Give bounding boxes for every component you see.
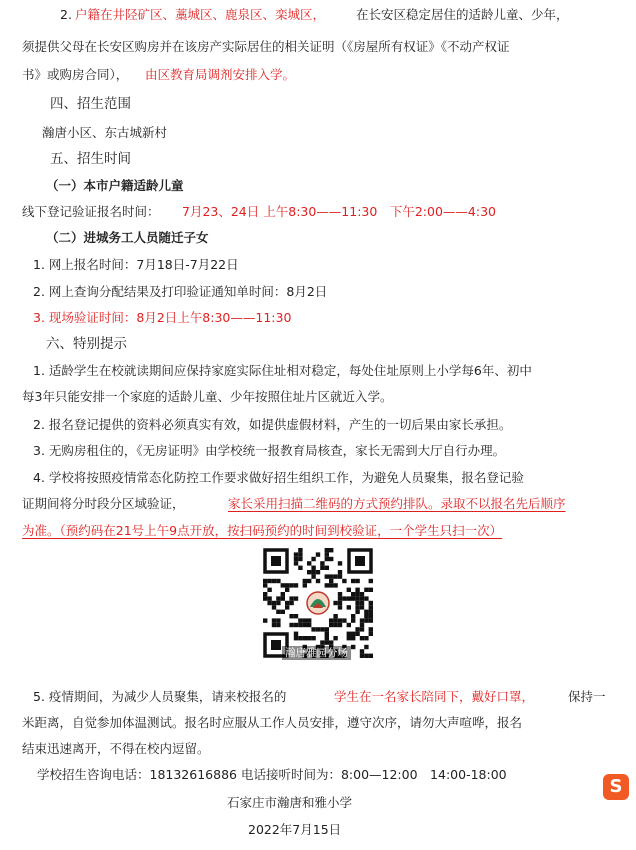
tip3: 3. 无购房租住的，《无房证明》由学校统一报教育局核查，家长无需到大厅自行办理。 (33, 443, 506, 458)
qr-module (347, 623, 351, 627)
qr-module (338, 561, 342, 565)
item2-prefix: 2. (60, 7, 72, 22)
qr-module (281, 592, 285, 596)
item2-line3: 书》或购房合同）， (22, 67, 129, 82)
qr-module (351, 636, 355, 640)
qr-module (281, 610, 285, 614)
qr-module (320, 640, 324, 644)
qr-module (267, 588, 271, 592)
qr-module (338, 596, 342, 600)
qr-module (364, 614, 368, 618)
qr-module (281, 583, 285, 587)
qr-module (294, 614, 298, 618)
qr-module (289, 601, 293, 605)
qr-module (338, 574, 342, 578)
qr-module (263, 618, 267, 622)
qr-module (325, 640, 329, 644)
qr-module (276, 623, 280, 627)
qr-module (263, 596, 267, 600)
qr-module (347, 632, 351, 636)
qr-module (369, 610, 373, 614)
qr-module (298, 557, 302, 561)
qr-module (285, 583, 289, 587)
qr-module (364, 588, 368, 592)
subheading-migrant-children: （二）进城务工人员随迁子女 (46, 230, 209, 245)
qr-module (351, 618, 355, 622)
tip1-line2: 每3年只能安排一个家庭的适龄儿童、少年按照住址片区就近入学。 (22, 389, 393, 404)
qr-module (272, 579, 276, 583)
qr-module (329, 548, 333, 552)
qr-module (294, 596, 298, 600)
qr-module (355, 627, 359, 631)
qr-module (298, 566, 302, 570)
notice-date: 2022年7月15日 (248, 822, 342, 837)
qr-module (294, 583, 298, 587)
qr-module (351, 579, 355, 583)
qr-module (355, 592, 359, 596)
qr-module (355, 601, 359, 605)
item2-red-districts: 户籍在井陉矿区、藁城区、鹿泉区、栾城区， (75, 7, 326, 22)
qr-module (285, 601, 289, 605)
qr-module (355, 632, 359, 636)
contact-info: 学校招生咨询电话：18132616886 电话接听时间为：8:00—12:00 14:00-18:00 (37, 767, 507, 782)
qr-module (311, 566, 315, 570)
qr-module (355, 596, 359, 600)
qr-module (294, 623, 298, 627)
qr-module (360, 654, 364, 658)
qr-module (303, 623, 307, 627)
qr-module (360, 623, 364, 627)
qr-module (364, 618, 368, 622)
qr-module (267, 579, 271, 583)
qr-module (298, 552, 302, 556)
qr-module (285, 588, 289, 592)
result-query-time: 2. 网上查询分配结果及打印验证通知单时间：8月2日 (33, 284, 328, 299)
qr-module (294, 632, 298, 636)
qr-module (369, 579, 373, 583)
qr-module (263, 579, 267, 583)
qr-module (329, 640, 333, 644)
offline-registration-time: 7月23、24日 上午8:30——11:30 下午2:00——4:30 (182, 204, 496, 219)
qr-module (329, 623, 333, 627)
qr-module (325, 566, 329, 570)
qr-module (347, 636, 351, 640)
qr-module (369, 654, 373, 658)
qr-module (307, 636, 311, 640)
qr-module (369, 618, 373, 622)
qr-module (360, 627, 364, 631)
qr-module (289, 583, 293, 587)
qr-module (285, 605, 289, 609)
qr-module (355, 610, 359, 614)
qr-module (289, 623, 293, 627)
qr-module (267, 596, 271, 600)
qr-module (338, 605, 342, 609)
qr-module (276, 618, 280, 622)
qr-module (316, 552, 320, 556)
qr-module (369, 605, 373, 609)
qr-module (272, 618, 276, 622)
qr-module (338, 601, 342, 605)
online-registration-time: 1. 网上报名时间：7月18日-7月22日 (33, 257, 239, 272)
qr-module (276, 579, 280, 583)
item2-line3-red: 由区教育局调剂安排入学。 (145, 67, 296, 82)
qr-module (351, 645, 355, 649)
qr-module (347, 596, 351, 600)
qr-module (325, 557, 329, 561)
qr-module (351, 596, 355, 600)
qr-module (316, 579, 320, 583)
qr-module (303, 579, 307, 583)
section-heading-tips: 六、特别提示 (46, 336, 127, 352)
qr-module (338, 570, 342, 574)
qr-caption: 瀚唐雅园分场 (282, 646, 351, 660)
qr-module (360, 592, 364, 596)
qr-module (272, 605, 276, 609)
qr-module (272, 623, 276, 627)
qr-module (276, 596, 280, 600)
qr-module (307, 623, 311, 627)
qr-module (360, 596, 364, 600)
qr-module (311, 570, 315, 574)
qr-module (369, 627, 373, 631)
qr-module (267, 601, 271, 605)
qr-module (276, 610, 280, 614)
tip2: 2. 报名登记提供的资料必须真实有效，如提供虚假材料，产生的一切后果由家长承担。 (33, 417, 512, 432)
qr-module (333, 636, 337, 640)
qr-module (338, 592, 342, 596)
qr-module (333, 574, 337, 578)
qr-module (333, 623, 337, 627)
logo-letter: S (609, 776, 623, 797)
qr-code-image (262, 547, 374, 659)
qr-module (329, 583, 333, 587)
qr-module (320, 627, 324, 631)
sogou-logo-icon[interactable] (603, 774, 629, 800)
tip4-line1: 4. 学校将按照疫情常态化防控工作要求做好招生组织工作，为避免人员聚集，报名登记验 (33, 470, 524, 485)
qr-module (320, 561, 324, 565)
qr-module (360, 601, 364, 605)
qr-module (364, 636, 368, 640)
qr-module (360, 605, 364, 609)
qr-module (316, 570, 320, 574)
qr-module (311, 557, 315, 561)
qr-module (294, 636, 298, 640)
qr-module (329, 557, 333, 561)
qr-module (364, 610, 368, 614)
qr-module (351, 632, 355, 636)
qr-module (294, 557, 298, 561)
qr-module (289, 596, 293, 600)
qr-module (369, 588, 373, 592)
qr-module (307, 618, 311, 622)
qr-module (303, 583, 307, 587)
qr-module (364, 596, 368, 600)
qr-module (355, 579, 359, 583)
qr-module (303, 636, 307, 640)
qr-module (360, 636, 364, 640)
tip5-line1: 5. 疫情期间，为减少人员聚集，请来校报名的 (33, 689, 287, 704)
qr-module (325, 583, 329, 587)
qr-module (294, 561, 298, 565)
qr-module (333, 583, 337, 587)
qr-module (320, 566, 324, 570)
tip5-line1-red: 学生在一名家长陪同下，戴好口罩， (334, 689, 535, 704)
qr-module (325, 574, 329, 578)
qr-module (307, 570, 311, 574)
qr-module (298, 636, 302, 640)
qr-module (355, 588, 359, 592)
tip4-line2: 证期间将分时段分区域验证， (22, 496, 185, 511)
qr-module (316, 627, 320, 631)
qr-module (263, 592, 267, 596)
tip5-line3: 结束迅速离开，不得在校内逗留。 (22, 741, 210, 756)
qr-module (338, 618, 342, 622)
school-name: 石家庄市瀚唐和雅小学 (227, 795, 353, 810)
qr-module (347, 588, 351, 592)
section-heading-time: 五、招生时间 (50, 151, 131, 167)
qr-module (311, 627, 315, 631)
qr-module (369, 632, 373, 636)
tip5-line2: 米距离，自觉参加体温测试。报名时应服从工作人员安排，遵守次序，请勿大声喧哗，报名 (22, 715, 523, 730)
qr-module (360, 618, 364, 622)
qr-module (307, 579, 311, 583)
tip5-line1-end: 保持一 (568, 689, 606, 704)
qr-module (364, 645, 368, 649)
qr-module (276, 601, 280, 605)
qr-module (364, 654, 368, 658)
tip4-line2-red: 家长采用扫描二维码的方式预约排队。录取不以报名先后顺序 (228, 496, 566, 511)
qr-module (329, 618, 333, 622)
qr-module (311, 574, 315, 578)
item2-text: 在长安区稳定居住的适龄儿童、少年， (356, 7, 569, 22)
qr-module (325, 636, 329, 640)
qr-module (298, 623, 302, 627)
qr-module (329, 574, 333, 578)
qr-module (351, 592, 355, 596)
qr-module (298, 618, 302, 622)
qr-module (303, 618, 307, 622)
qr-module (307, 561, 311, 565)
qr-module (325, 627, 329, 631)
qr-module (369, 614, 373, 618)
qr-module (360, 649, 364, 653)
section-heading-scope: 四、招生范围 (50, 96, 131, 112)
item2-line2: 须提供父母在长安区购房并在该房产实际居住的相关证明（《房屋所有权证》《不动产权证 (22, 39, 510, 54)
qr-module (325, 548, 329, 552)
qr-module (342, 618, 346, 622)
qr-module (311, 636, 315, 640)
qr-module (342, 579, 346, 583)
qr-module (342, 596, 346, 600)
scope-content: 瀚唐小区、东古城新村 (42, 125, 168, 140)
qr-module (351, 614, 355, 618)
qr-module (329, 579, 333, 583)
qr-module (272, 601, 276, 605)
qr-module (289, 614, 293, 618)
onsite-verification-time: 3. 现场验证时间：8月2日上午8:30——11:30 (33, 310, 292, 325)
qr-module (263, 583, 267, 587)
qr-module (294, 552, 298, 556)
appointment-qr-code[interactable] (262, 547, 374, 659)
qr-module (369, 601, 373, 605)
tip1-line1: 1. 适龄学生在校就读期间应保持家庭实际住址相对稳定，每处住址原则上小学每6年、初中 (33, 363, 532, 378)
qr-module (333, 618, 337, 622)
subheading-local-children: （一）本市户籍适龄儿童 (46, 178, 184, 193)
qr-module (325, 632, 329, 636)
qr-module (298, 548, 302, 552)
qr-module (333, 601, 337, 605)
qr-module (347, 605, 351, 609)
qr-module (355, 605, 359, 609)
qr-module (333, 614, 337, 618)
offline-registration-label: 线下登记验证报名时间： (22, 204, 160, 219)
qr-module (338, 623, 342, 627)
qr-module (281, 596, 285, 600)
qr-module (325, 552, 329, 556)
tip4-line3-red: 为准。（预约码在21号上午9点开放，按扫码预约的时间到校验证，一个学生只扫一次） (22, 523, 503, 538)
